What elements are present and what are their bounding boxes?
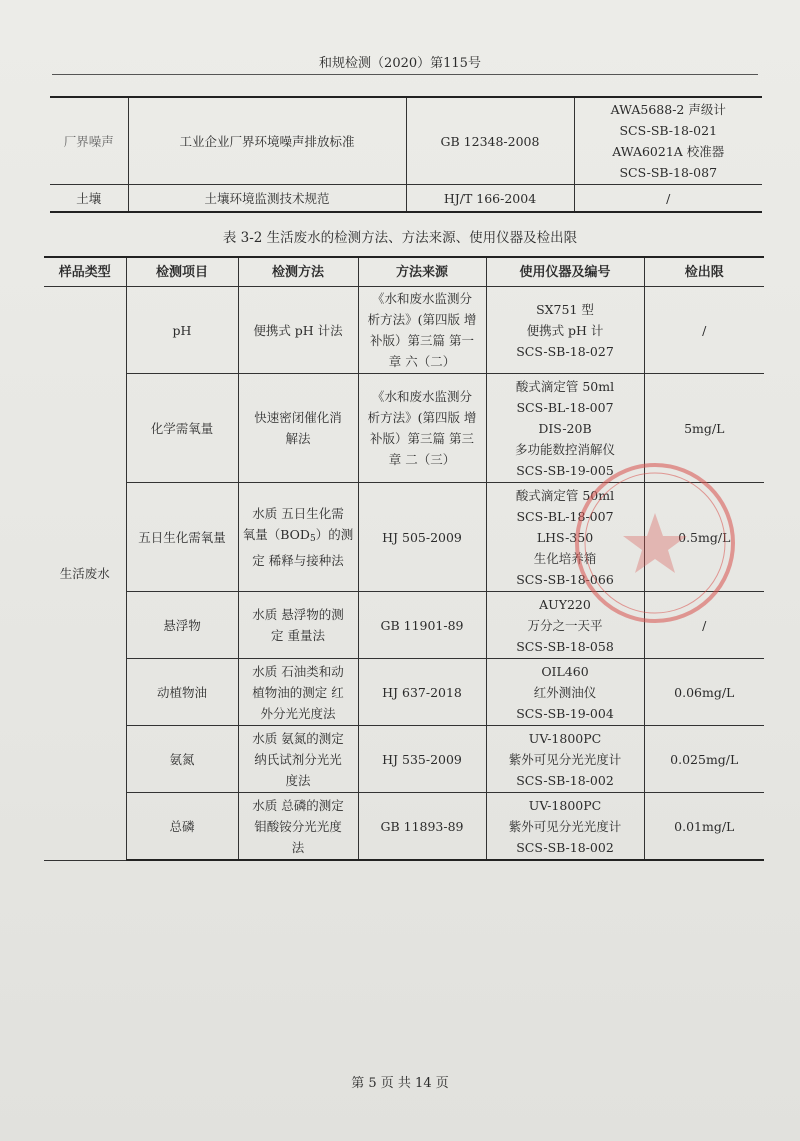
instrument-line: SCS-BL-18-007 [516,399,614,415]
method-line: 水质 氨氮的测定 [252,730,344,746]
instrument-cell [486,793,644,861]
item-cell: 悬浮物 [126,592,238,659]
source-line: 补版）第三篇 第一 [370,333,474,348]
instrument-cell [486,726,644,793]
method-line: 度法 [285,772,311,788]
instrument-line: SCS-SB-18-087 [619,165,718,180]
method-cell [238,483,358,592]
instrument-cell [486,374,644,483]
item-cell: 动植物油 [126,659,238,726]
instrument-line: 万分之一天平 [527,617,603,633]
limit-cell: / [644,287,764,374]
method-cell [238,374,358,483]
limit-cell: / [644,592,764,659]
wastewater-methods-table [44,256,764,861]
table-row [44,287,764,374]
instrument-line: SCS-SB-18-002 [516,772,614,788]
table-row [44,374,764,483]
method-cell [238,592,358,659]
limit-cell: 0.5mg/L [644,483,764,592]
table-caption: 表 3-2 生活废水的检测方法、方法来源、使用仪器及检出限 [222,230,578,246]
column-header: 方法来源 [358,257,486,287]
method-line [242,524,355,550]
instrument-line: SCS-SB-18-058 [516,638,614,654]
table-row [50,97,762,185]
instrument-line: AWA6021A 校准器 [612,144,725,159]
method-line: 定 重量法 [271,628,325,643]
instrument-line: 酸式滴定管 50ml [515,487,615,503]
source-line: 《水和废水监测分 [371,389,472,404]
header-rule [52,74,758,75]
standard-cell: 工业企业厂界环境噪声排放标准 [128,97,406,185]
instrument-line: AWA5688-2 声级计 [610,102,726,117]
source-cell: HJ 505-2009 [358,483,486,592]
category-cell: 土壤 [50,185,128,213]
instrument-line: SCS-SB-18-002 [516,839,614,855]
report-number-header: 和规检测（2020）第115号 [319,56,481,71]
instrument-cell [486,287,644,374]
column-header: 使用仪器及编号 [486,257,644,287]
code-cell: GB 12348-2008 [406,97,574,185]
sample-type-cell: 生活废水 [44,287,126,861]
source-cell: GB 11893-89 [358,793,486,861]
standard-cell: 土壤环境监测技术规范 [128,185,406,213]
method-line: 法 [291,839,305,855]
item-cell: pH [126,287,238,374]
method-line: 定 稀释与接种法 [252,553,344,568]
table-row [44,726,764,793]
method-line: 解法 [285,431,311,446]
method-line: 水质 总磷的测定 [252,797,344,813]
limit-cell: 0.01mg/L [644,793,764,861]
method-line: 便携式 pH 计法 [253,322,343,338]
table-row [44,592,764,659]
instrument-cell: / [574,185,762,213]
instrument-line: SCS-SB-19-004 [516,705,614,721]
instrument-line: UV-1800PC [528,797,602,813]
item-cell: 化学需氧量 [126,374,238,483]
instrument-line: DIS-20B [538,420,592,436]
method-text: 氧量（BOD [242,527,310,542]
source-line: 章 二（三） [388,452,456,467]
method-line: 水质 五日生化需 [252,506,344,521]
method-cell [238,287,358,374]
instrument-line: 便携式 pH 计 [526,322,604,338]
instrument-cell [486,592,644,659]
source-line: 析方法》(第四版 增 [367,312,477,327]
instrument-line: LHS-350 [536,529,594,545]
source-cell: HJ 637-2018 [358,659,486,726]
instrument-line: 红外测油仪 [533,684,597,700]
item-cell: 总磷 [126,793,238,861]
limit-cell: 0.06mg/L [644,659,764,726]
instrument-line: 多功能数控消解仪 [514,441,615,457]
table-row [44,793,764,861]
method-cell [238,726,358,793]
instrument-line: 紫外可见分光光度计 [508,751,622,767]
limit-cell: 0.025mg/L [644,726,764,793]
category-cell: 厂界噪声 [50,97,128,185]
source-cell: GB 11901-89 [358,592,486,659]
method-text: ）的测 [315,527,354,542]
column-header: 检测方法 [238,257,358,287]
instrument-line: SCS-SB-18-027 [516,343,614,359]
instrument-line: 紫外可见分光光度计 [508,818,622,834]
source-cell: HJ 535-2009 [358,726,486,793]
instrument-line: 酸式滴定管 50ml [515,378,615,394]
table-header-row [44,257,764,287]
method-line: 水质 石油类和动 [252,663,344,679]
source-line: 析方法》(第四版 增 [367,410,477,425]
instrument-line: SCS-SB-19-005 [516,462,614,478]
instrument-line: SCS-SB-18-021 [619,123,718,138]
instrument-line: OIL460 [541,663,589,679]
table-row [50,185,762,213]
column-header: 检测项目 [126,257,238,287]
instrument-line: UV-1800PC [528,730,602,746]
table-row [44,483,764,592]
instrument-line: 生化培养箱 [533,550,597,566]
source-line: 章 六（二） [388,354,456,369]
method-line: 外分光光度法 [260,705,336,721]
instrument-line: SX751 型 [536,301,594,317]
item-cell: 五日生化需氧量 [126,483,238,592]
method-line: 快速密闭催化消 [254,410,342,425]
limit-cell: 5mg/L [644,374,764,483]
instrument-cell [574,97,762,185]
table-row [44,659,764,726]
method-cell [238,659,358,726]
instrument-cell [486,659,644,726]
method-line: 纳氏试剂分光光 [254,751,342,767]
item-cell: 氨氮 [126,726,238,793]
source-line: 《水和废水监测分 [371,291,472,306]
method-line: 水质 悬浮物的测 [252,607,344,622]
method-line: 钼酸铵分光光度 [254,818,342,834]
column-header: 样品类型 [44,257,126,287]
source-line: 补版）第三篇 第三 [370,431,474,446]
method-cell [238,793,358,861]
continued-methods-table [50,96,762,213]
instrument-line: AUY220 [539,596,591,612]
source-cell [358,287,486,374]
method-line: 植物油的测定 红 [252,684,344,700]
subscript: 5 [309,534,316,544]
column-header: 检出限 [644,257,764,287]
source-cell [358,374,486,483]
instrument-line: SCS-BL-18-007 [516,508,614,524]
code-cell: HJ/T 166-2004 [406,185,574,213]
page-number-footer: 第 5 页 共 14 页 [351,1076,449,1091]
instrument-line: SCS-SB-18-066 [516,571,614,587]
instrument-cell [486,483,644,592]
